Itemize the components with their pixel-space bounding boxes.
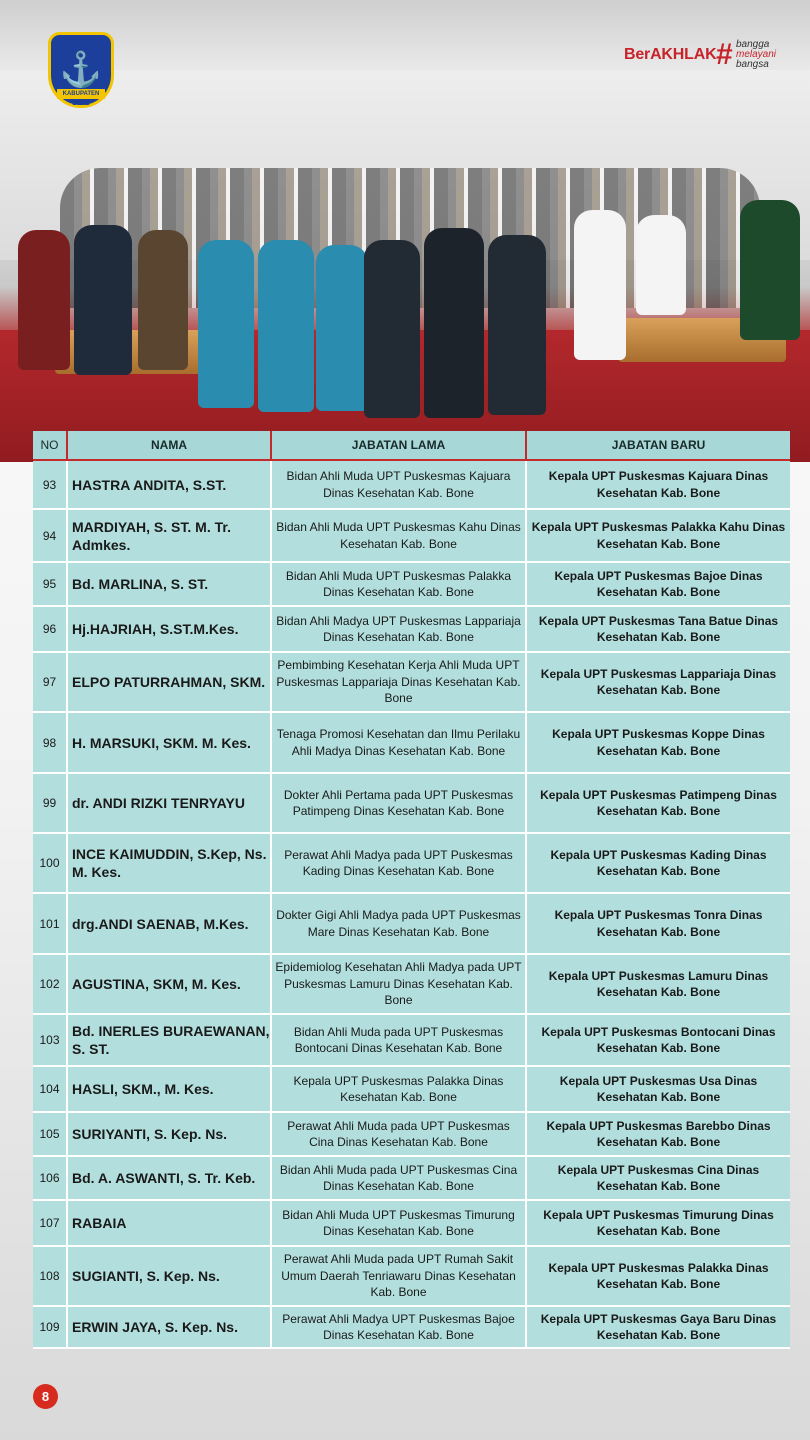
- row-jabatan-baru: Kepala UPT Puskesmas Palakka Dinas Kesehatan Kab. Bone: [548, 1260, 769, 1291]
- header-jabatan-baru: JABATAN BARU: [527, 431, 790, 461]
- row-jabatan-baru: Kepala UPT Puskesmas Patimpeng Dinas Kesehatan Kab. Bone: [540, 787, 777, 818]
- berakhlak-text: BerAKHLAK: [624, 46, 717, 63]
- row-name: Hj.HAJRIAH, S.ST.M.Kes.: [68, 607, 272, 651]
- row-name: INCE KAIMUDDIN, S.Kep, Ns. M. Kes.: [68, 834, 272, 892]
- official-person: [740, 200, 800, 340]
- row-jabatan-lama: Kepala UPT Puskesmas Palakka Dinas Kesehatan Kab. Bone: [272, 1067, 527, 1111]
- header-jabatan-lama: JABATAN LAMA: [272, 431, 527, 461]
- row-jabatan-lama: Pembimbing Kesehatan Kerja Ahli Muda UPT Puskesmas Lappariaja Dinas Kesehatan Kab. Bone: [272, 653, 527, 711]
- row-name: ERWIN JAYA, S. Kep. Ns.: [68, 1307, 272, 1347]
- row-jabatan-lama: Bidan Ahli Muda UPT Puskesmas Kahu Dinas Kesehatan Kab. Bone: [272, 510, 527, 561]
- table-row: [33, 461, 790, 510]
- table-row: [33, 607, 790, 653]
- row-number: 98: [33, 713, 68, 772]
- row-jabatan-lama: Tenaga Promosi Kesehatan dan Ilmu Perilaku Ahli Madya Dinas Kesehatan Kab. Bone: [272, 713, 527, 772]
- row-jabatan-baru: Kepala UPT Puskesmas Lappariaja Dinas Kesehatan Kab. Bone: [540, 666, 777, 697]
- header-no: NO: [33, 431, 68, 461]
- row-name: AGUSTINA, SKM, M. Kes.: [68, 955, 272, 1013]
- row-jabatan-lama: Perawat Ahli Muda pada UPT Rumah Sakit Umum Daerah Tenriawaru Dinas Kesehatan Kab. Bone: [272, 1247, 527, 1305]
- table-row: [33, 563, 790, 607]
- row-jabatan-baru: Kepala UPT Puskesmas Tana Batue Dinas Kesehatan Kab. Bone: [538, 613, 779, 644]
- row-jabatan-lama: Perawat Ahli Madya pada UPT Puskesmas Kading Dinas Kesehatan Kab. Bone: [272, 834, 527, 892]
- table-row: [33, 1307, 790, 1349]
- row-number: 102: [33, 955, 68, 1013]
- row-name: Bd. MARLINA, S. ST.: [68, 563, 272, 605]
- table-row: [33, 1113, 790, 1157]
- row-number: 94: [33, 510, 68, 561]
- row-jabatan-lama: Bidan Ahli Muda UPT Puskesmas Palakka Dinas Kesehatan Kab. Bone: [272, 563, 527, 605]
- row-name: MARDIYAH, S. ST. M. Tr. Admkes.: [68, 510, 272, 561]
- berakhlak-logo: [624, 38, 794, 74]
- row-jabatan-baru: Kepala UPT Puskesmas Barebbo Dinas Kesehatan Kab. Bone: [546, 1118, 771, 1149]
- row-jabatan-lama: Bidan Ahli Muda UPT Puskesmas Timurung Dinas Kesehatan Kab. Bone: [272, 1201, 527, 1245]
- row-jabatan-lama: Bidan Ahli Muda pada UPT Puskesmas Bontocani Dinas Kesehatan Kab. Bone: [272, 1015, 527, 1065]
- row-name: drg.ANDI SAENAB, M.Kes.: [68, 894, 272, 953]
- table-row: [33, 894, 790, 955]
- row-jabatan-lama: Perawat Ahli Madya UPT Puskesmas Bajoe Dinas Kesehatan Kab. Bone: [272, 1307, 527, 1347]
- table-header: [33, 431, 790, 461]
- table-row: [33, 1015, 790, 1067]
- hash-icon: #: [716, 38, 733, 71]
- row-number: 106: [33, 1157, 68, 1199]
- table-row: [33, 834, 790, 894]
- official-person: [316, 245, 368, 411]
- table-row: [33, 1247, 790, 1307]
- table-row: [33, 1157, 790, 1201]
- table-row: [33, 653, 790, 713]
- row-jabatan-lama: Dokter Ahli Pertama pada UPT Puskesmas Patimpeng Dinas Kesehatan Kab. Bone: [272, 774, 527, 832]
- header-nama: NAMA: [68, 431, 272, 461]
- tagline-line-2: melayani: [736, 49, 777, 60]
- row-jabatan-lama: Bidan Ahli Madya UPT Puskesmas Lappariaja Dinas Kesehatan Kab. Bone: [272, 607, 527, 651]
- official-person: [18, 230, 70, 370]
- row-name: dr. ANDI RIZKI TENRYAYU: [68, 774, 272, 832]
- row-jabatan-baru: Kepala UPT Puskesmas Bontocani Dinas Kesehatan Kab. Bone: [541, 1024, 776, 1055]
- row-number: 100: [33, 834, 68, 892]
- row-jabatan-baru: Kepala UPT Puskesmas Timurung Dinas Kesehatan Kab. Bone: [543, 1207, 774, 1238]
- row-number: 101: [33, 894, 68, 953]
- row-number: 108: [33, 1247, 68, 1305]
- official-person: [74, 225, 132, 375]
- row-jabatan-baru: Kepala UPT Puskesmas Gaya Baru Dinas Kesehatan Kab. Bone: [540, 1311, 777, 1342]
- row-number: 105: [33, 1113, 68, 1155]
- berakhlak-tagline: [736, 40, 776, 70]
- official-person: [364, 240, 420, 418]
- table-row: [33, 1067, 790, 1113]
- row-name: SUGIANTI, S. Kep. Ns.: [68, 1247, 272, 1305]
- row-jabatan-baru: Kepala UPT Puskesmas Palakka Kahu Dinas Kesehatan Kab. Bone: [531, 520, 786, 551]
- row-jabatan-lama: Perawat Ahli Muda pada UPT Puskesmas Cina Dinas Kesehatan Kab. Bone: [272, 1113, 527, 1155]
- row-name: RABAIA: [68, 1201, 272, 1245]
- row-jabatan-lama: Bidan Ahli Muda pada UPT Puskesmas Cina Dinas Kesehatan Kab. Bone: [272, 1157, 527, 1199]
- official-person: [488, 235, 546, 415]
- row-name: Bd. INERLES BURAEWANAN, S. ST.: [68, 1015, 272, 1065]
- row-jabatan-lama: Bidan Ahli Muda UPT Puskesmas Kajuara Dinas Kesehatan Kab. Bone: [272, 461, 527, 508]
- row-name: H. MARSUKI, SKM. M. Kes.: [68, 713, 272, 772]
- row-number: 104: [33, 1067, 68, 1111]
- table-row: [33, 1201, 790, 1247]
- row-jabatan-baru: Kepala UPT Puskesmas Kading Dinas Kesehatan Kab. Bone: [550, 847, 767, 878]
- row-jabatan-baru: Kepala UPT Puskesmas Cina Dinas Kesehatan Kab. Bone: [557, 1162, 760, 1193]
- table-body: [33, 461, 790, 1349]
- anchor-icon: ⚓: [59, 51, 103, 89]
- official-person: [198, 240, 254, 408]
- row-jabatan-baru: Kepala UPT Puskesmas Tonra Dinas Kesehatan Kab. Bone: [554, 908, 763, 939]
- tagline-line-3: bangsa: [736, 59, 769, 70]
- row-number: 93: [33, 461, 68, 508]
- kabupaten-bone-logo: [48, 32, 114, 108]
- row-jabatan-baru: Kepala UPT Puskesmas Bajoe Dinas Kesehatan Kab. Bone: [554, 568, 763, 599]
- page-number-badge: 8: [33, 1384, 58, 1409]
- logo-caption: KABUPATEN BONE: [57, 89, 105, 99]
- tagline-line-1: bangga: [736, 39, 770, 50]
- row-number: 99: [33, 774, 68, 832]
- row-jabatan-baru: Kepala UPT Puskesmas Lamuru Dinas Kesehatan Kab. Bone: [548, 968, 769, 999]
- row-number: 96: [33, 607, 68, 651]
- table-row: [33, 510, 790, 563]
- row-number: 109: [33, 1307, 68, 1347]
- table-row: [33, 955, 790, 1015]
- row-name: SURIYANTI, S. Kep. Ns.: [68, 1113, 272, 1155]
- row-number: 95: [33, 563, 68, 605]
- official-person: [424, 228, 484, 418]
- row-number: 97: [33, 653, 68, 711]
- assignment-table: [33, 431, 790, 1349]
- table-row: [33, 774, 790, 834]
- row-name: Bd. A. ASWANTI, S. Tr. Keb.: [68, 1157, 272, 1199]
- row-name: HASLI, SKM., M. Kes.: [68, 1067, 272, 1111]
- row-jabatan-baru: Kepala UPT Puskesmas Koppe Dinas Kesehatan Kab. Bone: [552, 727, 765, 758]
- row-number: 107: [33, 1201, 68, 1245]
- official-person: [258, 240, 314, 412]
- row-jabatan-lama: Dokter Gigi Ahli Madya pada UPT Puskesmas Mare Dinas Kesehatan Kab. Bone: [272, 894, 527, 953]
- row-jabatan-baru: Kepala UPT Puskesmas Kajuara Dinas Kesehatan Kab. Bone: [548, 469, 769, 500]
- official-person: [574, 210, 626, 360]
- row-jabatan-lama: Epidemiolog Kesehatan Ahli Madya pada UPT Puskesmas Lamuru Dinas Kesehatan Kab. Bone: [272, 955, 527, 1013]
- official-person: [138, 230, 188, 370]
- table-row: [33, 713, 790, 774]
- row-number: 103: [33, 1015, 68, 1065]
- row-jabatan-baru: Kepala UPT Puskesmas Usa Dinas Kesehatan Kab. Bone: [559, 1073, 758, 1104]
- row-name: ELPO PATURRAHMAN, SKM.: [68, 653, 272, 711]
- row-name: HASTRA ANDITA, S.ST.: [68, 461, 272, 508]
- official-person: [636, 215, 686, 315]
